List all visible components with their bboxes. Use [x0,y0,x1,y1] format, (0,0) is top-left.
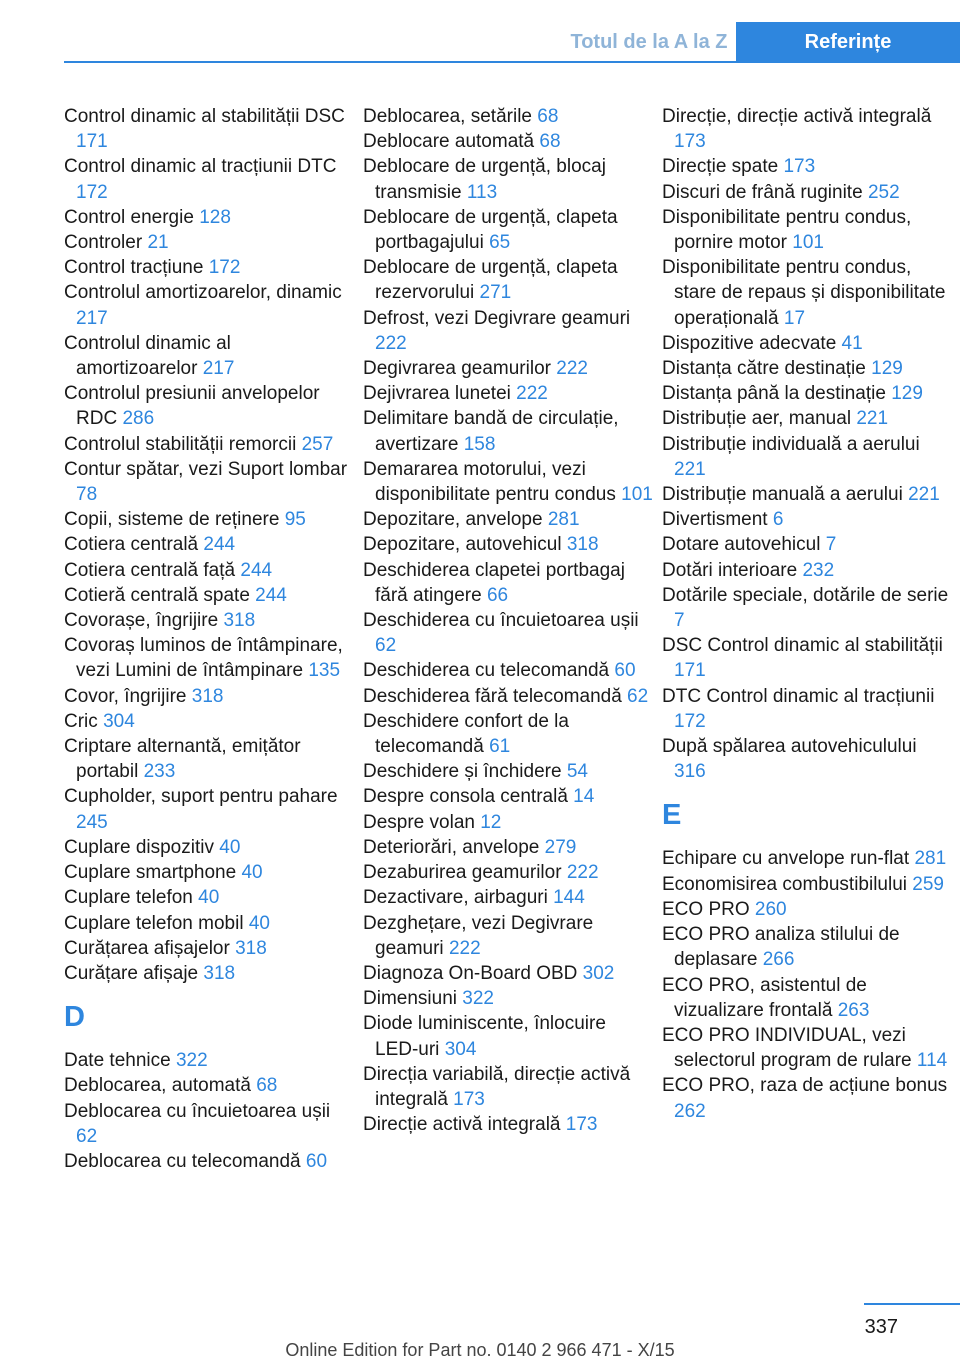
page-link[interactable]: 244 [240,559,273,581]
entry-term: Deschiderea cu telecomandă [363,660,610,682]
entry-term: Control dinamic al stabilității DSC [64,106,345,127]
index-entry [64,1149,354,1174]
index-entry [662,507,952,532]
entry-term: ECO PRO [662,898,750,920]
page-link[interactable]: 172 [208,257,241,279]
entry-term: Curățare afișaje [64,962,199,984]
index-entry [662,897,952,922]
entry-term: Cotiera centrală [64,534,199,556]
page-link[interactable]: 40 [248,912,270,934]
page-link[interactable]: 14 [573,786,595,808]
index-entry [662,846,952,871]
page-link[interactable]: 322 [175,1050,208,1072]
page-number: 337 [864,1316,898,1338]
page-link[interactable]: 171 [674,660,706,682]
entry-term: Cotiera centrală față [64,559,236,581]
index-entry [363,885,653,910]
entry-term: Deblocarea cu telecomandă [64,1150,301,1172]
page-link[interactable]: 95 [284,509,306,531]
entry-term: Deschidere confort de la telecomandă [363,710,569,758]
entry-term: Covorașe, îngrijire [64,610,219,632]
page-link[interactable]: 245 [76,811,108,833]
entry-term: Deblocarea cu încuietoarea ușii [64,1100,331,1122]
entry-term: DTC Control dinamic al tracțiunii [662,685,935,707]
index-entry [363,961,653,986]
page-link[interactable]: 68 [256,1075,278,1097]
entry-term: Deschiderea clapetei portbagaj fără atingere [363,559,625,606]
index-entry [662,1073,952,1123]
index-entry [64,961,354,986]
index-entry [662,583,952,633]
index-entry [363,784,653,809]
footer-divider [864,1303,960,1305]
entry-term: Distanța către destinație [662,358,866,380]
page-link[interactable]: 171 [76,131,108,153]
entry-term: Distribuție manuală a aerului [662,484,903,506]
page-link[interactable]: 173 [453,1088,485,1110]
page-link[interactable]: 172 [76,181,108,203]
page-link[interactable]: 12 [480,811,502,833]
index-entry [64,558,354,583]
entry-term: Diagnoza On-Board OBD [363,962,578,984]
index-entry [363,306,653,356]
entry-term: Divertisment [662,509,768,531]
entry-term: Distanța până la destinație [662,383,886,405]
index-entry [64,230,354,255]
entry-term: ECO PRO, asistentul de vizualizare frontală [662,974,867,1021]
entry-term: Deschiderea cu încuietoarea ușii [363,610,639,632]
index-entry [363,709,653,759]
page-link[interactable]: 128 [199,206,231,228]
index-entry [363,658,653,683]
page-link[interactable]: 113 [466,181,498,203]
page-link[interactable]: 68 [539,131,561,153]
index-entry [363,810,653,835]
index-entry [662,432,952,482]
entry-term: Disponibilitate pentru condus, pornire motor [662,206,912,254]
index-entry [662,154,952,179]
page-link[interactable]: 318 [566,534,599,556]
index-entry [64,734,354,784]
entry-term: Date tehnice [64,1050,171,1072]
page-link[interactable]: 62 [375,635,397,657]
entry-term: Direcția variabilă, direcție activă integrală [363,1063,631,1110]
page-link[interactable]: 260 [754,898,787,920]
index-entry [363,759,653,784]
page-link[interactable]: 54 [566,761,588,783]
page-link[interactable]: 144 [553,887,585,909]
index-entry [64,255,354,280]
index-entry [64,280,354,330]
page-link[interactable]: 316 [674,761,706,783]
index-entry [662,922,952,972]
entry-term: Cupholder, suport pentru pahare [64,786,338,808]
entry-term: Deschidere și închidere [363,761,562,783]
index-entry [662,255,952,331]
entry-term: Deblocare de urgență, blocaj transmisie [363,156,606,203]
entry-term: Economisirea combustibilului [662,873,907,895]
entry-term: Cuplare telefon mobil [64,912,244,934]
page-link[interactable]: 129 [891,383,923,405]
entry-term: Demararea motorului, vezi disponibilitate pentru condus [363,458,616,506]
index-entry [64,633,354,683]
page-link[interactable]: 6 [772,509,784,531]
page-link[interactable]: 221 [674,458,706,480]
index-entry [363,381,653,406]
index-entry [662,872,952,897]
entry-term: Deblocare automată [363,131,535,153]
index-entry [64,381,354,431]
entry-term: Depozitare, autovehicul [363,534,562,556]
page-link[interactable]: 244 [203,534,236,556]
entry-term: Control dinamic al tracțiunii DTC [64,156,337,178]
index-entry [363,608,653,658]
page-link[interactable]: 61 [489,736,511,758]
tab-section[interactable]: Totul de la A la Z [562,22,736,62]
page-link[interactable]: 62 [76,1125,98,1147]
entry-term: Dezactivare, airbaguri [363,887,548,909]
index-entry [363,457,653,507]
section-letter: E [662,799,682,832]
index-entry [64,1073,354,1098]
entry-term: Controlul amortizoarelor, dinamic [64,282,342,304]
index-entry [64,784,354,834]
page-link[interactable]: 101 [792,232,824,254]
entry-term: ECO PRO analiza stilului de deplasare [662,924,900,971]
page-link[interactable]: 233 [143,761,176,783]
index-entry [363,104,653,129]
page-link[interactable]: 66 [486,584,509,606]
page-link[interactable]: 21 [147,232,169,254]
index-entry [363,205,653,255]
header-divider [64,61,960,63]
entry-term: Discuri de frână ruginite [662,181,863,203]
page-link[interactable]: 62 [627,685,649,707]
page-link[interactable]: 281 [914,848,947,870]
page-link[interactable]: 221 [908,484,940,506]
page-link[interactable]: 271 [479,282,512,304]
entry-term: Deblocarea, automată [64,1075,251,1097]
index-entry [363,406,653,456]
page-link[interactable]: 318 [223,610,256,632]
index-entry [662,684,952,734]
index-entry [662,180,952,205]
entry-term: Direcție activă integrală [363,1114,561,1136]
page-link[interactable]: 217 [202,358,235,380]
page-link[interactable]: 262 [674,1100,706,1122]
index-entry [64,835,354,860]
entry-term: Deteriorări, anvelope [363,836,540,858]
page-link[interactable]: 222 [566,862,599,884]
entry-term: Diode luminiscente, înlocuire LED-uri [363,1013,606,1060]
index-entry [363,558,653,608]
entry-term: Controlul presiunii anvelopelor RDC [64,383,320,430]
page-link[interactable]: 281 [547,509,580,531]
entry-term: Distribuție aer, manual [662,408,852,430]
index-entry [64,583,354,608]
entry-term: Despre volan [363,811,475,833]
page-link[interactable]: 101 [621,484,653,506]
entry-term: Dispozitive adecvate [662,332,837,354]
entry-term: Direcție, direcție activă integrală [662,106,932,127]
index-entry [662,734,952,784]
entry-term: Controlul dinamic al amortizoarelor [64,332,231,380]
index-entry [64,684,354,709]
index-column-3 [662,104,952,1124]
page-link[interactable]: 65 [489,232,511,254]
index-entry [64,860,354,885]
page-link[interactable]: 158 [463,433,496,455]
entry-term: Contur spătar, vezi Suport lombar [64,458,348,480]
page-link[interactable]: 173 [674,131,706,153]
entry-term: Disponibilitate pentru condus, stare de repaus și disponibilitate operațională [662,257,946,329]
index-entry [64,911,354,936]
index-entry [64,432,354,457]
index-entry [363,154,653,204]
index-entry [64,104,354,154]
index-entry [64,507,354,532]
page-link[interactable]: 222 [375,332,407,354]
entry-term: Dejivrarea lunetei [363,383,511,405]
entry-term: Deblocare de urgență, clapeta portbagajului [363,206,618,254]
index-entry [363,129,653,154]
entry-term: Degivrarea geamurilor [363,358,551,380]
index-entry [662,205,952,255]
index-entry [363,1011,653,1061]
index-entry [64,457,354,507]
entry-term: ECO PRO, raza de acțiune bonus [662,1075,948,1097]
page-link[interactable]: 257 [301,433,334,455]
entry-term: Depozitare, anvelope [363,509,543,531]
entry-term: Covor, îngrijire [64,685,187,707]
page-link[interactable]: 40 [219,836,241,858]
entry-term: Dezaburirea geamurilor [363,862,562,884]
page-link[interactable]: 60 [305,1150,328,1172]
entry-term: Dotare autovehicul [662,534,821,556]
entry-term: Dotările speciale, dotările de serie [662,584,949,606]
page-link[interactable]: 40 [198,887,220,909]
entry-term: Cotieră centrală spate [64,584,250,606]
index-entry [662,381,952,406]
page-link[interactable]: 232 [802,559,835,581]
index-entry [363,255,653,305]
entry-term: Copii, sisteme de reținere [64,509,280,531]
page-link[interactable]: 173 [783,156,816,178]
index-entry [662,532,952,557]
entry-term: Echipare cu anvelope run-flat [662,848,910,870]
index-entry [363,532,653,557]
index-entry [662,1023,952,1073]
edition-footer: Online Edition for Part no. 0140 2 966 471 - X/15 [285,1340,675,1360]
page-link[interactable]: 304 [444,1038,477,1060]
page-link[interactable]: 114 [916,1050,948,1072]
index-entry [662,633,952,683]
index-entry [662,406,952,431]
page-link[interactable]: 286 [122,408,155,430]
page-link[interactable]: 78 [76,484,98,506]
index-column-2 [363,104,653,1137]
entry-term: Distribuție individuală a aerului [662,433,920,455]
index-entry [662,356,952,381]
index-entry [662,558,952,583]
entry-term: Curățarea afișajelor [64,937,230,959]
index-entry [363,1062,653,1112]
index-entry [363,986,653,1011]
page-link[interactable]: 318 [191,685,224,707]
page-link[interactable]: 322 [462,988,494,1010]
page-link[interactable]: 244 [255,584,287,606]
entry-term: Control tracțiune [64,257,204,279]
page-link[interactable]: 60 [614,660,636,682]
index-entry [363,1112,653,1137]
page-link[interactable]: 318 [203,962,236,984]
page-link[interactable]: 135 [308,660,341,682]
page-link[interactable]: 222 [556,358,588,380]
entry-term: Direcție spate [662,156,779,178]
entry-term: DSC Control dinamic al stabilității [662,635,943,657]
entry-term: Covoraș luminos de întâmpinare, vezi Lumini de întâmpinare [64,635,343,682]
page-link[interactable]: 302 [582,962,615,984]
index-entry [64,885,354,910]
index-entry [662,104,952,154]
page-link[interactable]: 40 [241,862,263,884]
index-entry [363,684,653,709]
index-entry [64,709,354,734]
tab-chapter[interactable]: Referințe [736,22,960,62]
index-entry [64,331,354,381]
entry-term: Deblocarea, setările [363,106,532,127]
index-entry [64,1099,354,1149]
index-entry [64,1048,354,1073]
page-link[interactable]: 173 [565,1114,598,1136]
page-link[interactable]: 68 [537,106,559,127]
page-link[interactable]: 318 [235,937,267,959]
entry-term: Controler [64,232,143,254]
entry-term: Defrost, vezi Degivrare geamuri [363,307,631,329]
page-link[interactable]: 304 [103,710,135,732]
page-link[interactable]: 17 [783,307,806,329]
section-letter: D [64,1001,85,1034]
index-entry [363,911,653,961]
page-link[interactable]: 129 [871,358,903,380]
page-link[interactable]: 259 [912,873,944,895]
page-link[interactable]: 172 [674,710,706,732]
page-link[interactable]: 221 [856,408,889,430]
page-link[interactable]: 263 [837,999,870,1021]
index-entry [662,973,952,1023]
entry-term: Cuplare telefon [64,887,193,909]
page-link[interactable]: 41 [841,332,863,354]
entry-term: Cric [64,710,98,732]
entry-term: Dotări interioare [662,559,798,581]
entry-term: ECO PRO INDIVIDUAL, vezi selectorul program de rulare [662,1024,912,1072]
index-entry [662,331,952,356]
page-link[interactable]: 279 [544,836,577,858]
page-link[interactable]: 7 [674,610,685,632]
entry-term: Controlul stabilității remorcii [64,433,297,455]
page-link[interactable]: 7 [825,534,837,556]
entry-term: Criptare alternantă, emițător portabil [64,736,301,783]
entry-term: Despre consola centrală [363,786,568,808]
index-entry [64,205,354,230]
entry-term: După spălarea autovehiculului [662,736,917,758]
index-entry [363,860,653,885]
entry-term: Cuplare dispozitiv [64,836,214,858]
entry-term: Deblocare de urgență, clapeta rezervorului [363,257,618,304]
page-link[interactable]: 266 [762,949,795,971]
index-entry [64,154,354,204]
index-entry [64,532,354,557]
entry-term: Control energie [64,206,194,228]
page-link[interactable]: 222 [516,383,548,405]
entry-term: Dimensiuni [363,988,457,1010]
entry-term: Cuplare smartphone [64,862,237,884]
page-link[interactable]: 252 [867,181,900,203]
entry-term: Dezghețare, vezi Degivrare geamuri [363,912,594,959]
index-entry [363,507,653,532]
entry-term: Delimitare bandă de circulație, avertizare [363,408,619,455]
index-entry [64,936,354,961]
page-link[interactable]: 217 [76,307,108,329]
header-tabs [562,22,960,62]
index-entry [662,482,952,507]
index-entry [363,835,653,860]
index-entry [363,356,653,381]
index-entry [64,608,354,633]
index-column-1 [64,104,354,1174]
entry-term: Deschiderea fără telecomandă [363,685,622,707]
page-link[interactable]: 222 [448,937,481,959]
